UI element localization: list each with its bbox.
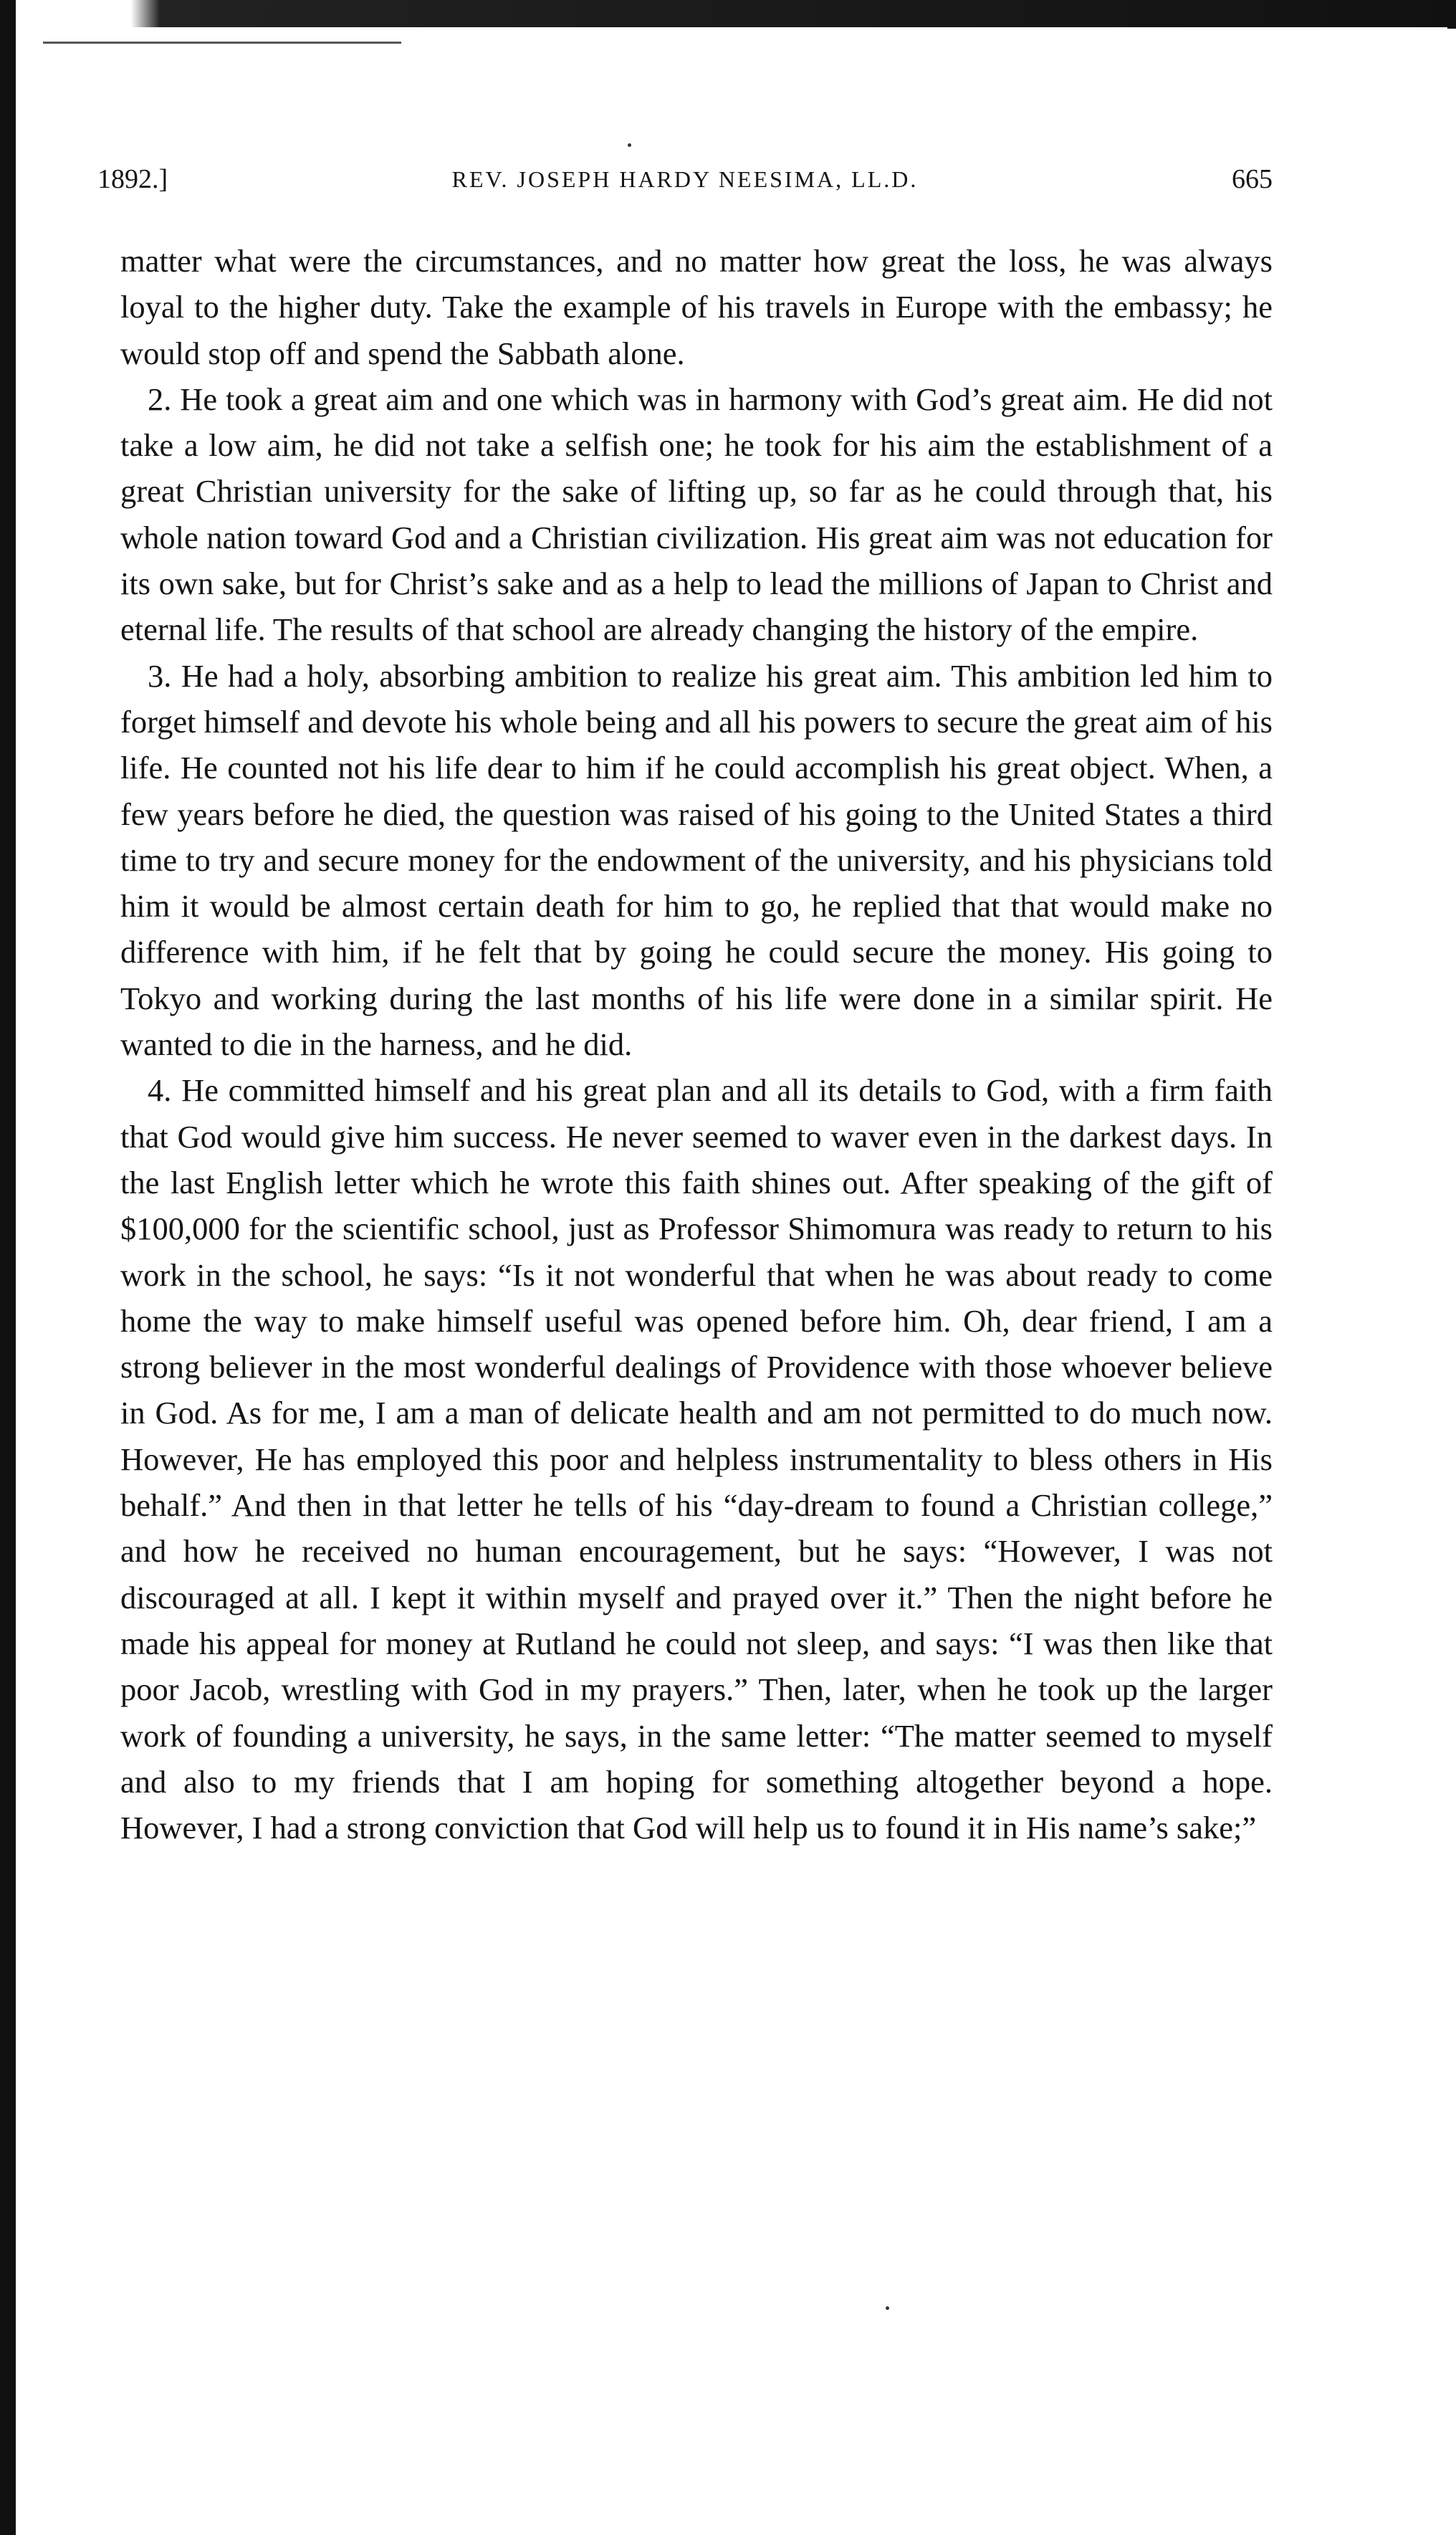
paragraph-point-4: 4. He committed himself and his great plan and all its details to God, with a firm faith that God would give him success. He never seemed to waver even in the darkest days. In the last English letter which he wrote this faith shines out. After speaking of the gift of $100,000 for the scientific school, just as Professor Shimomura was ready to return to his work in the school, he says: “Is it not wonderful that when he was about ready to come home the way to make himself useful was opened before him. Oh, dear friend, I am a strong believer in the most wonderful dealings of Providence with those whoever believe in God. As for me, I am a man of delicate health and am not permitted to do much now. However, He has employed this poor and helpless instrumentality to bless others in His behalf.” And then in that letter he tells of his “day-dream to found a Christian college,” and how he received no human encouragement, but he says: “However, I was not discouraged at all. I kept it within myself and prayed over it.” Then the night before he made his appeal for money at Rutland he could not sleep, and says: “I was then like that poor Jacob, wrestling with God in my prayers.” Then, later, when he took up the larger work of founding a university, he says, in the same letter: “The matter seemed to myself and also to my friends that I am hoping for something altogether beyond a hope. However, I had a strong conviction that God will help us to found it in His name’s sake;”: [120, 1072, 1273, 1846]
header-title: REV. JOSEPH HARDY NEESIMA, LL.D.: [451, 166, 919, 192]
body-text: [120, 238, 1273, 1851]
paragraph-point-2: 2. He took a great aim and one which was in harmony with God’s great aim. He did not take a low aim, he did not take a selfish one; he took for his aim the establishment of a great Christian university for the sake of lifting up, so far as he could through that, his whole nation toward God and a Christian civilization. His great aim was not education for its own sake, but for Christ’s sake and as a help to lead the millions of Japan to Christ and eternal life. The results of that school are already changing the history of the empire.: [120, 381, 1273, 648]
running-head: [97, 163, 1273, 206]
scan-top-edge: [16, 0, 1456, 27]
header-year: 1892.]: [97, 164, 168, 194]
paragraph-continuation: matter what were the circumstances, and no matter how great the loss, he was always loyal to the higher duty. Take the example of his travels in Europe with the embassy; he would stop off and spend the Sabbath alone.: [120, 243, 1273, 371]
page-number: 665: [1232, 164, 1273, 194]
scan-right-edge: [1447, 0, 1456, 29]
scan-speck: [886, 2306, 889, 2310]
scan-speck: [628, 143, 631, 147]
paragraph-point-3: 3. He had a holy, absorbing ambition to realize his great aim. This ambition led him to forget himself and devote his whole being and all his powers to secure the great aim of his life. He counted not his life dear to him if he could accomplish his great object. When, a few years before he died, the question was raised of his going to the United States a third time to try and secure money for the endowment of the university, and his physicians told him it would be almost certain death for him to go, he replied that that would make no difference with him, if he felt that by going he could secure the money. His going to Tokyo and working during the last months of his life were done in a similar spirit. He wanted to die in the harness, and he did.: [120, 657, 1273, 1063]
scan-top-line: [43, 42, 401, 44]
scan-left-edge: [0, 0, 16, 2535]
